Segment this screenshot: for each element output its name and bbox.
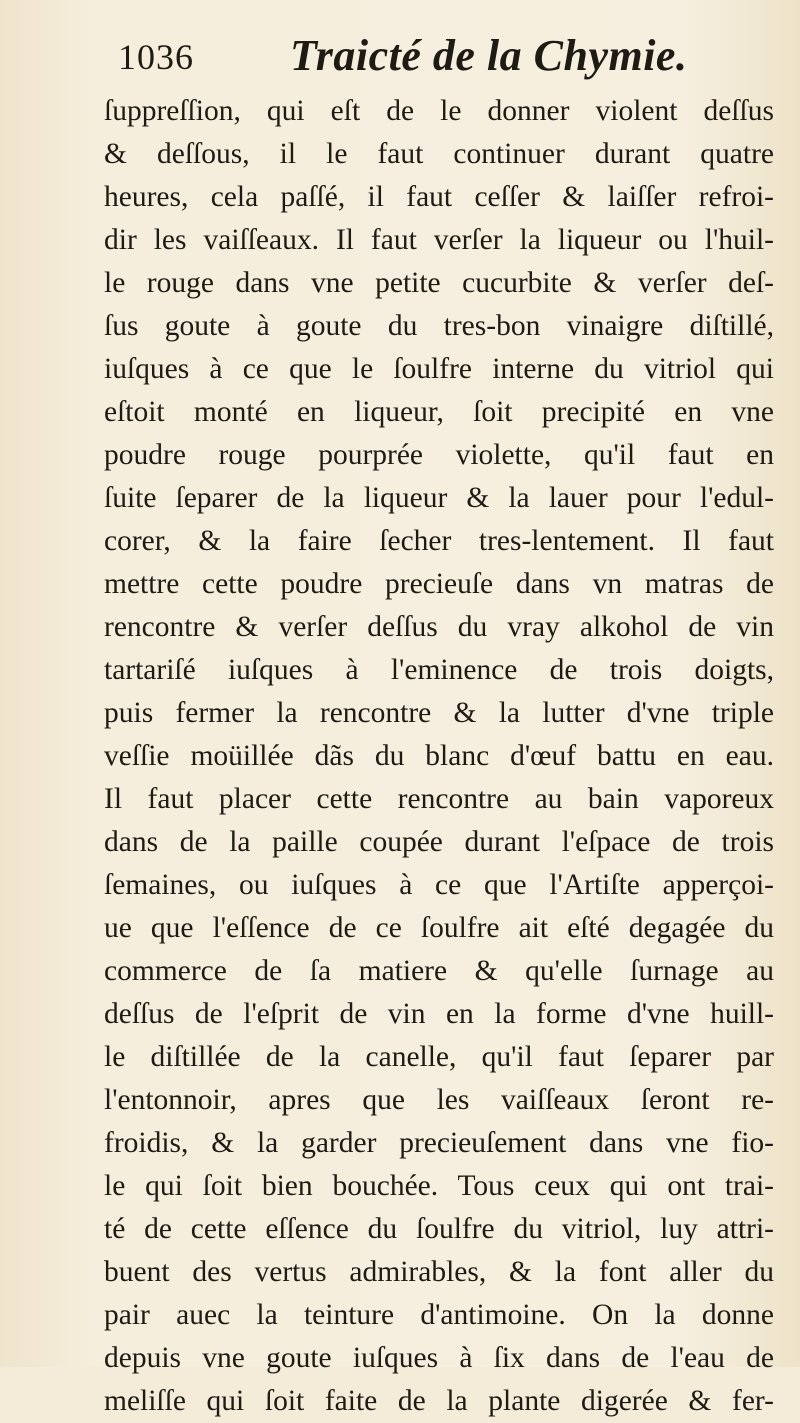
text-line: ſuppreſſion, qui eſt de le donner violent deſſus [104, 95, 774, 127]
text-line: veſſie moüillée dãs du blanc d'œuf battu en eau. [104, 740, 774, 772]
page-number: 1036 [118, 37, 194, 77]
text-line: depuis vne goute iuſques à ſix dans de l'eau de [104, 1342, 774, 1374]
text-line: ſemaines, ou iuſques à ce que l'Artiſte apperçoi- [104, 869, 774, 901]
text-line: té de cette eſſence du ſoulfre du vitriol, luy attri- [104, 1213, 774, 1245]
text-line: iuſques à ce que le ſoulfre interne du vitriol qui [104, 353, 774, 385]
text-line: deſſus de l'eſprit de vin en la forme d'vne huill- [104, 998, 774, 1030]
text-line: le diſtillée de la canelle, qu'il faut ſeparer par [104, 1041, 774, 1073]
text-line: ſus goute à goute du tres-bon vinaigre diſtillé, [104, 310, 774, 342]
text-line: & deſſous, il le faut continuer durant quatre [104, 138, 774, 170]
text-line: le rouge dans vne petite cucurbite & verſer deſ- [104, 267, 774, 299]
text-line: heures, cela paſſé, il faut ceſſer & laiſſer refroi- [104, 181, 774, 213]
running-title: Traicté de la Chymie. [290, 31, 688, 80]
text-line: eſtoit monté en liqueur, ſoit precipité en vne [104, 396, 774, 428]
text-line: poudre rouge pourprée violette, qu'il faut en [104, 439, 774, 471]
text-line: corer, & la faire ſecher tres-lentement. Il faut [104, 525, 774, 557]
text-line: froidis, & la garder precieuſement dans vne fio- [104, 1127, 774, 1159]
text-line: ue que l'eſſence de ce ſoulfre ait eſté degagée du [104, 912, 774, 944]
text-line: dir les vaiſſeaux. Il faut verſer la liqueur ou l'huil- [104, 224, 774, 256]
text-line: l'entonnoir, apres que les vaiſſeaux ſeront re- [104, 1084, 774, 1116]
page-header [118, 30, 760, 88]
text-line: rencontre & verſer deſſus du vray alkohol de vin [104, 611, 774, 643]
text-line: pair auec la teinture d'antimoine. On la donne [104, 1299, 774, 1331]
text-line: ſuite ſeparer de la liqueur & la lauer pour l'edul- [104, 482, 774, 514]
text-line: commerce de ſa matiere & qu'elle ſurnage au [104, 955, 774, 987]
text-line: tartariſé iuſques à l'eminence de trois doigts, [104, 654, 774, 686]
body-text [104, 90, 774, 1423]
text-line: mettre cette poudre precieuſe dans vn matras de [104, 568, 774, 600]
text-line: Il faut placer cette rencontre au bain vaporeux [104, 783, 774, 815]
text-line: dans de la paille coupée durant l'eſpace de trois [104, 826, 774, 858]
text-line: buent des vertus admirables, & la font aller du [104, 1256, 774, 1288]
text-line: le qui ſoit bien bouchée. Tous ceux qui ont trai- [104, 1170, 774, 1202]
text-line: meliſſe qui ſoit faite de la plante digerée & fer- [104, 1385, 774, 1417]
text-line: puis fermer la rencontre & la lutter d'vne triple [104, 697, 774, 729]
